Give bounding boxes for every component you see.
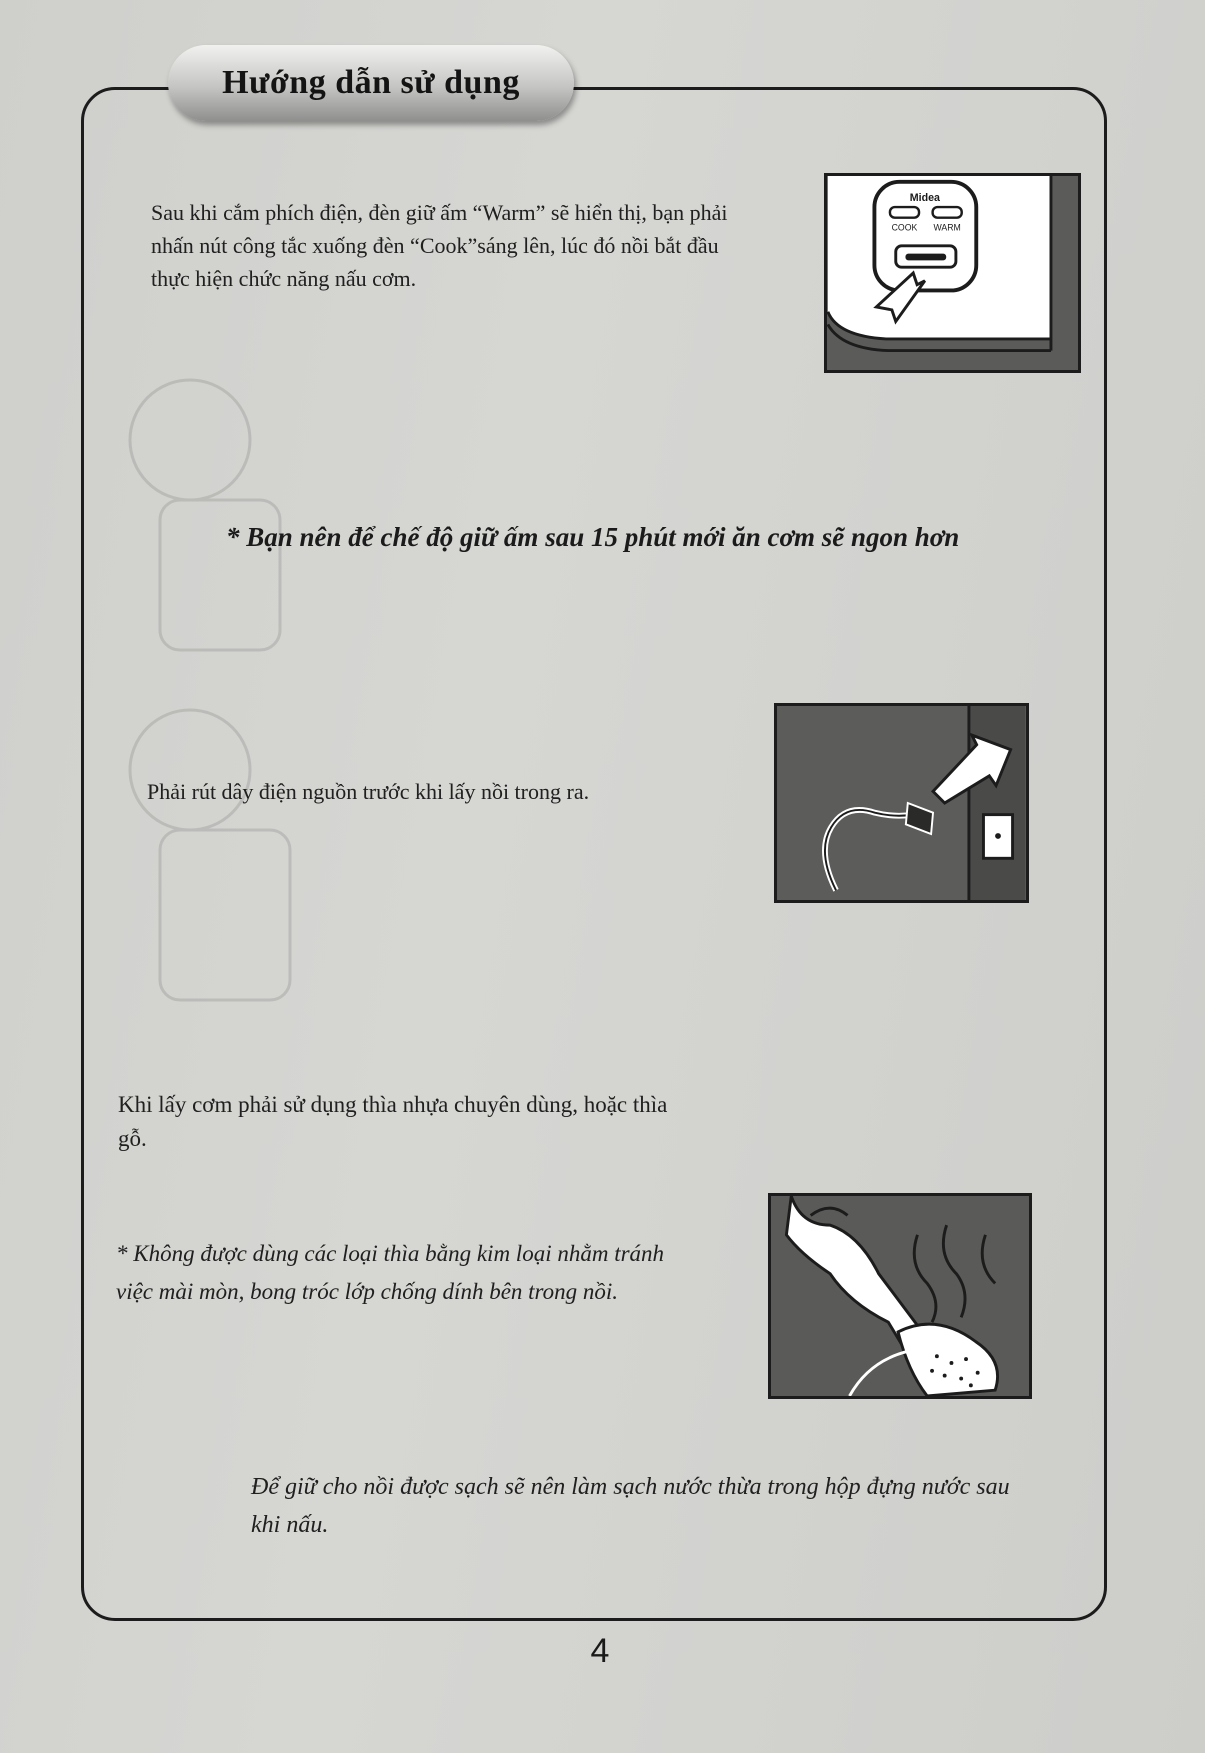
cook-indicator-label: COOK xyxy=(891,222,918,233)
instruction-unplug: Phải rút dây điện nguồn trước khi lấy nồi trong ra. xyxy=(147,779,590,804)
instruction-warm-cook: Sau khi cắm phích điện, đèn giữ ấm “Warm” sẽ hiển thị, bạn phải nhấn nút công tắc xuống đèn “Cook”sáng lên, lúc đó nồi bắt đầu thực hiện chức năng nấu cơm. xyxy=(151,200,728,291)
metal-spoon-warning: * Không được dùng các loại thìa bằng kim loại nhằm tránh việc mài mòn, bong tróc lớp chống dính bên trong nồi. xyxy=(116,1241,665,1304)
instruction-spoon: Khi lấy cơm phải sử dụng thìa nhựa chuyên dùng, hoặc thìa gỗ. xyxy=(118,1092,668,1151)
page-number: 4 xyxy=(590,1632,610,1670)
figure-unplug-cord xyxy=(774,703,1029,903)
section-title-tab xyxy=(168,45,574,121)
figure-serving-rice xyxy=(768,1193,1032,1399)
figure-control-panel xyxy=(824,173,1081,373)
warm-indicator-label: WARM xyxy=(933,222,961,233)
keep-warm-tip: * Bạn nên để chế độ giữ ấm sau 15 phút mới ăn cơm sẽ ngon hơn xyxy=(226,522,960,552)
cleaning-tip: Để giữ cho nồi được sạch sẽ nên làm sạch nước thừa trong hộp đựng nước sau khi nấu. xyxy=(251,1474,1010,1538)
brand-logo-text: Midea xyxy=(909,192,940,205)
serving-rice-illustration xyxy=(771,1196,1029,1396)
unplug-illustration xyxy=(777,706,1026,900)
control-panel-illustration xyxy=(827,176,1078,370)
page-title: Hướng dẫn sử dụng xyxy=(222,64,520,101)
